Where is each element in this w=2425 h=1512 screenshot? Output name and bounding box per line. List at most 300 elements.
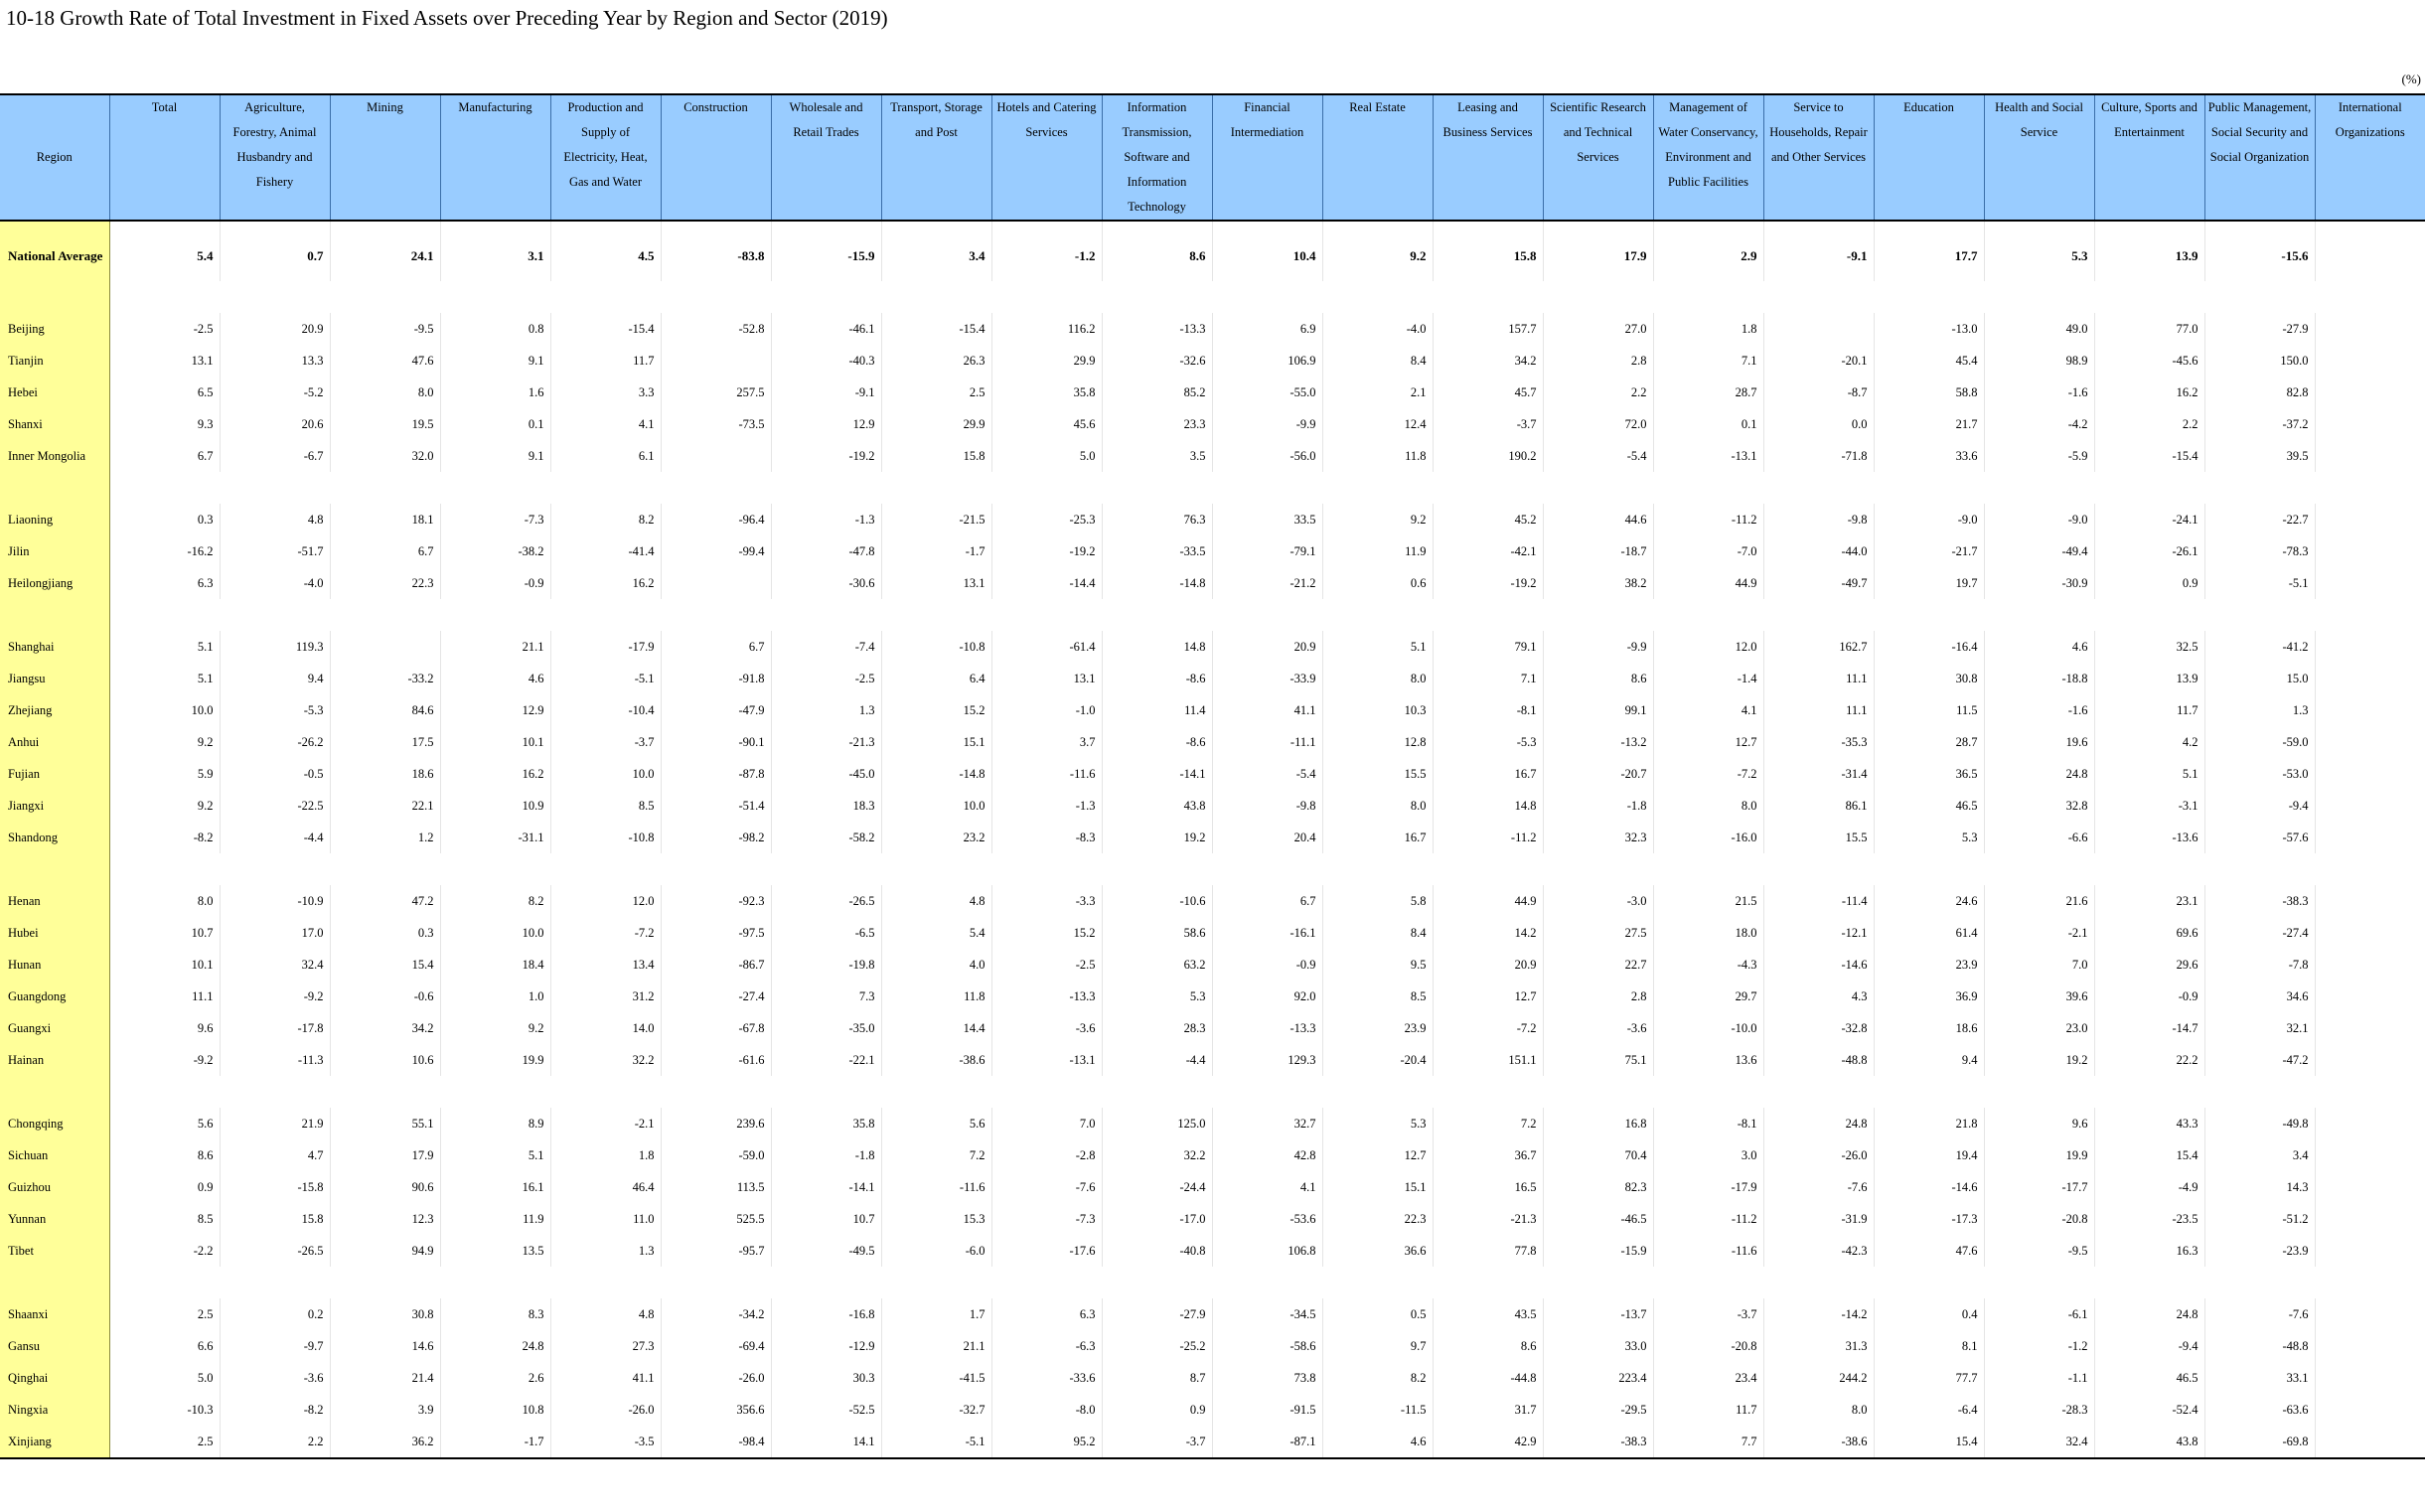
value-cell: 15.4 — [2094, 1139, 2204, 1171]
column-header: Real Estate — [1322, 94, 1433, 221]
value-cell: -1.6 — [1984, 377, 2094, 408]
value-cell: 46.4 — [550, 1171, 661, 1203]
value-cell: 32.8 — [1984, 790, 2094, 822]
value-cell: 28.7 — [1874, 726, 1984, 758]
value-cell: -26.5 — [771, 885, 881, 917]
value-cell — [2315, 758, 2425, 790]
table-row — [0, 949, 2425, 981]
value-cell: -9.0 — [1874, 504, 1984, 535]
value-cell: 8.0 — [1322, 663, 1433, 694]
value-cell — [2315, 663, 2425, 694]
value-cell: -90.1 — [661, 726, 771, 758]
value-cell: 47.6 — [1874, 1235, 1984, 1267]
table-row — [0, 567, 2425, 599]
value-cell: 0.7 — [220, 221, 330, 281]
value-cell: 2.1 — [1322, 377, 1433, 408]
value-cell: 6.9 — [1212, 313, 1322, 345]
value-cell: -32.8 — [1763, 1012, 1874, 1044]
value-cell: 11.5 — [1874, 694, 1984, 726]
value-cell: -1.1 — [1984, 1362, 2094, 1394]
value-cell: -20.8 — [1653, 1330, 1763, 1362]
value-cell: -42.3 — [1763, 1235, 1874, 1267]
value-cell: -7.2 — [1653, 758, 1763, 790]
value-cell: 2.8 — [1543, 981, 1653, 1012]
value-cell: 7.2 — [881, 1139, 991, 1171]
table-row — [0, 822, 2425, 853]
value-cell: 3.7 — [991, 726, 1102, 758]
value-cell: 10.6 — [330, 1044, 440, 1076]
value-cell: 17.9 — [330, 1139, 440, 1171]
value-cell: 190.2 — [1433, 440, 1543, 472]
value-cell: -31.9 — [1763, 1203, 1874, 1235]
value-cell: 5.1 — [440, 1139, 550, 1171]
value-cell: 19.5 — [330, 408, 440, 440]
value-cell: 35.8 — [771, 1108, 881, 1139]
region-name: Tibet — [0, 1235, 109, 1267]
value-cell: -21.5 — [881, 504, 991, 535]
value-cell: -12.1 — [1763, 917, 1874, 949]
column-header: Education — [1874, 94, 1984, 221]
region-name: Jiangsu — [0, 663, 109, 694]
value-cell: 0.1 — [1653, 408, 1763, 440]
value-cell: 22.1 — [330, 790, 440, 822]
value-cell: 13.1 — [109, 345, 220, 377]
value-cell: -9.5 — [330, 313, 440, 345]
table-row — [0, 1362, 2425, 1394]
value-cell: -16.2 — [109, 535, 220, 567]
table-row — [0, 408, 2425, 440]
value-cell — [2315, 1394, 2425, 1426]
spacer-row — [0, 281, 2425, 313]
value-cell: 9.2 — [109, 726, 220, 758]
value-cell: -6.6 — [1984, 822, 2094, 853]
value-cell: 151.1 — [1433, 1044, 1543, 1076]
value-cell — [2315, 567, 2425, 599]
region-name: Chongqing — [0, 1108, 109, 1139]
value-cell: -26.0 — [661, 1362, 771, 1394]
value-cell: 14.8 — [1433, 790, 1543, 822]
value-cell: 223.4 — [1543, 1362, 1653, 1394]
value-cell: -5.9 — [1984, 440, 2094, 472]
value-cell: -20.8 — [1984, 1203, 2094, 1235]
value-cell: -52.5 — [771, 1394, 881, 1426]
value-cell: 47.2 — [330, 885, 440, 917]
value-cell: -14.8 — [1102, 567, 1212, 599]
value-cell: -10.9 — [220, 885, 330, 917]
value-cell — [661, 345, 771, 377]
value-cell: 244.2 — [1763, 1362, 1874, 1394]
region-name: Sichuan — [0, 1139, 109, 1171]
value-cell: 5.4 — [881, 917, 991, 949]
value-cell: 12.9 — [440, 694, 550, 726]
value-cell: -9.1 — [1763, 221, 1874, 281]
table-row — [0, 377, 2425, 408]
region-name: Anhui — [0, 726, 109, 758]
column-header: Mining — [330, 94, 440, 221]
value-cell: -69.8 — [2204, 1426, 2315, 1458]
value-cell: -49.7 — [1763, 567, 1874, 599]
value-cell: 8.1 — [1874, 1330, 1984, 1362]
value-cell: -63.6 — [2204, 1394, 2315, 1426]
region-name: National Average — [0, 221, 109, 281]
value-cell: -11.3 — [220, 1044, 330, 1076]
value-cell: -61.4 — [991, 631, 1102, 663]
value-cell: -14.6 — [1874, 1171, 1984, 1203]
value-cell: -7.4 — [771, 631, 881, 663]
value-cell: 85.2 — [1102, 377, 1212, 408]
value-cell: 11.9 — [1322, 535, 1433, 567]
value-cell: 4.8 — [220, 504, 330, 535]
value-cell: -47.2 — [2204, 1044, 2315, 1076]
value-cell: 8.6 — [1433, 1330, 1543, 1362]
value-cell: 21.9 — [220, 1108, 330, 1139]
value-cell: 20.4 — [1212, 822, 1322, 853]
value-cell: 11.7 — [2094, 694, 2204, 726]
value-cell: -51.4 — [661, 790, 771, 822]
value-cell: 19.7 — [1874, 567, 1984, 599]
value-cell: 3.0 — [1653, 1139, 1763, 1171]
value-cell: 0.5 — [1322, 1298, 1433, 1330]
value-cell: 5.8 — [1322, 885, 1433, 917]
value-cell — [2315, 377, 2425, 408]
table-row — [0, 1012, 2425, 1044]
value-cell: -10.8 — [881, 631, 991, 663]
value-cell: -27.4 — [2204, 917, 2315, 949]
value-cell: -11.2 — [1653, 1203, 1763, 1235]
table-row — [0, 1203, 2425, 1235]
region-cell-empty — [0, 599, 109, 631]
value-cell: -3.6 — [991, 1012, 1102, 1044]
value-cell: -15.9 — [1543, 1235, 1653, 1267]
value-cell: 129.3 — [1212, 1044, 1322, 1076]
table-row — [0, 917, 2425, 949]
value-cell: 13.3 — [220, 345, 330, 377]
value-cell: 15.3 — [881, 1203, 991, 1235]
value-cell: -32.7 — [881, 1394, 991, 1426]
value-cell: -15.6 — [2204, 221, 2315, 281]
value-cell: 82.8 — [2204, 377, 2315, 408]
value-cell: -48.8 — [2204, 1330, 2315, 1362]
table-row — [0, 535, 2425, 567]
value-cell: 19.4 — [1874, 1139, 1984, 1171]
value-cell: -46.1 — [771, 313, 881, 345]
value-cell: -35.3 — [1763, 726, 1874, 758]
value-cell: 6.4 — [881, 663, 991, 694]
value-cell: -52.4 — [2094, 1394, 2204, 1426]
value-cell: 5.3 — [1322, 1108, 1433, 1139]
value-cell — [2315, 535, 2425, 567]
value-cell: -7.2 — [1433, 1012, 1543, 1044]
value-cell: -15.4 — [2094, 440, 2204, 472]
value-cell: 84.6 — [330, 694, 440, 726]
value-cell: -4.4 — [1102, 1044, 1212, 1076]
region-name: Gansu — [0, 1330, 109, 1362]
value-cell: 7.1 — [1653, 345, 1763, 377]
page-title: 10-18 Growth Rate of Total Investment in Fixed Assets over Preceding Year by Region and Sector (2019) — [6, 6, 888, 30]
value-cell: 0.6 — [1322, 567, 1433, 599]
value-cell: 11.7 — [550, 345, 661, 377]
value-cell: 82.3 — [1543, 1171, 1653, 1203]
value-cell: -8.2 — [220, 1394, 330, 1426]
region-name: Yunnan — [0, 1203, 109, 1235]
value-cell: -21.3 — [771, 726, 881, 758]
value-cell: -9.4 — [2204, 790, 2315, 822]
value-cell: -57.6 — [2204, 822, 2315, 853]
value-cell: -32.6 — [1102, 345, 1212, 377]
value-cell: -24.4 — [1102, 1171, 1212, 1203]
column-header: Management of Water Conservancy, Environment and Public Facilities — [1653, 94, 1763, 221]
value-cell: 17.7 — [1874, 221, 1984, 281]
value-cell — [2315, 221, 2425, 281]
region-name: Shanghai — [0, 631, 109, 663]
value-cell: 5.1 — [1322, 631, 1433, 663]
value-cell: -9.9 — [1543, 631, 1653, 663]
value-cell: -8.2 — [109, 822, 220, 853]
value-cell: 3.3 — [550, 377, 661, 408]
value-cell: 10.7 — [771, 1203, 881, 1235]
value-cell: -13.3 — [991, 981, 1102, 1012]
value-cell: 5.0 — [109, 1362, 220, 1394]
value-cell: 2.5 — [109, 1298, 220, 1330]
value-cell: -17.6 — [991, 1235, 1102, 1267]
value-cell: 42.9 — [1433, 1426, 1543, 1458]
value-cell — [2315, 885, 2425, 917]
value-cell: 15.8 — [220, 1203, 330, 1235]
value-cell: 32.0 — [330, 440, 440, 472]
value-cell: 0.0 — [1763, 408, 1874, 440]
value-cell: 16.2 — [440, 758, 550, 790]
value-cell: 29.7 — [1653, 981, 1763, 1012]
value-cell: -99.4 — [661, 535, 771, 567]
spacer-cell — [109, 281, 2425, 313]
value-cell: 0.3 — [330, 917, 440, 949]
column-header: Hotels and Catering Services — [991, 94, 1102, 221]
table-row — [0, 345, 2425, 377]
value-cell: 19.2 — [1102, 822, 1212, 853]
value-cell: 36.5 — [1874, 758, 1984, 790]
value-cell: -16.4 — [1874, 631, 1984, 663]
table-row — [0, 1044, 2425, 1076]
value-cell: -11.2 — [1653, 504, 1763, 535]
value-cell: -7.3 — [440, 504, 550, 535]
value-cell: 14.1 — [771, 1426, 881, 1458]
value-cell: 11.7 — [1653, 1394, 1763, 1426]
value-cell — [1763, 313, 1874, 345]
value-cell: -3.7 — [550, 726, 661, 758]
value-cell: 7.2 — [1433, 1108, 1543, 1139]
value-cell: 5.1 — [109, 631, 220, 663]
value-cell: 36.7 — [1433, 1139, 1543, 1171]
spacer-cell — [109, 472, 2425, 504]
value-cell: -3.7 — [1653, 1298, 1763, 1330]
value-cell: -1.2 — [991, 221, 1102, 281]
value-cell: -5.3 — [220, 694, 330, 726]
value-cell: 14.3 — [2204, 1171, 2315, 1203]
value-cell: -19.2 — [771, 440, 881, 472]
value-cell: -4.9 — [2094, 1171, 2204, 1203]
value-cell: 14.2 — [1433, 917, 1543, 949]
value-cell: 33.6 — [1874, 440, 1984, 472]
value-cell: -9.7 — [220, 1330, 330, 1362]
value-cell: 23.4 — [1653, 1362, 1763, 1394]
value-cell: 36.2 — [330, 1426, 440, 1458]
value-cell: 34.2 — [1433, 345, 1543, 377]
value-cell: -24.1 — [2094, 504, 2204, 535]
region-name: Hainan — [0, 1044, 109, 1076]
value-cell — [661, 567, 771, 599]
value-cell: 44.6 — [1543, 504, 1653, 535]
value-cell: -26.0 — [1763, 1139, 1874, 1171]
value-cell — [2315, 1139, 2425, 1171]
value-cell: 45.6 — [991, 408, 1102, 440]
value-cell: 16.7 — [1322, 822, 1433, 853]
value-cell: -8.0 — [991, 1394, 1102, 1426]
value-cell: 23.9 — [1322, 1012, 1433, 1044]
value-cell: 10.0 — [881, 790, 991, 822]
column-header: Production and Supply of Electricity, Heat, Gas and Water — [550, 94, 661, 221]
value-cell — [2315, 726, 2425, 758]
value-cell: 14.0 — [550, 1012, 661, 1044]
value-cell: -0.6 — [330, 981, 440, 1012]
table-row — [0, 726, 2425, 758]
spacer-row — [0, 1267, 2425, 1298]
value-cell: 45.2 — [1433, 504, 1543, 535]
data-table-container — [0, 93, 2425, 1459]
value-cell: 1.8 — [1653, 313, 1763, 345]
value-cell: 1.3 — [550, 1235, 661, 1267]
value-cell: 4.6 — [440, 663, 550, 694]
value-cell: -10.0 — [1653, 1012, 1763, 1044]
value-cell: -79.1 — [1212, 535, 1322, 567]
value-cell: 9.4 — [1874, 1044, 1984, 1076]
table-body — [0, 221, 2425, 1458]
value-cell: 95.2 — [991, 1426, 1102, 1458]
value-cell: 113.5 — [661, 1171, 771, 1203]
value-cell: -44.0 — [1763, 535, 1874, 567]
region-name: Jiangxi — [0, 790, 109, 822]
value-cell: 69.6 — [2094, 917, 2204, 949]
value-cell: -19.8 — [771, 949, 881, 981]
value-cell: 4.1 — [550, 408, 661, 440]
value-cell: -15.4 — [550, 313, 661, 345]
value-cell — [2315, 790, 2425, 822]
value-cell — [661, 440, 771, 472]
value-cell: -38.6 — [881, 1044, 991, 1076]
value-cell: 41.1 — [550, 1362, 661, 1394]
value-cell: -9.9 — [1212, 408, 1322, 440]
value-cell: 86.1 — [1763, 790, 1874, 822]
value-cell: -98.4 — [661, 1426, 771, 1458]
value-cell: -16.8 — [771, 1298, 881, 1330]
value-cell: 15.2 — [991, 917, 1102, 949]
value-cell: 15.0 — [2204, 663, 2315, 694]
value-cell: -5.4 — [1543, 440, 1653, 472]
value-cell: -1.7 — [881, 535, 991, 567]
value-cell: 4.8 — [881, 885, 991, 917]
value-cell: -11.6 — [1653, 1235, 1763, 1267]
value-cell: -9.5 — [1984, 1235, 2094, 1267]
value-cell: -21.7 — [1874, 535, 1984, 567]
value-cell: -1.8 — [1543, 790, 1653, 822]
value-cell: 8.6 — [1543, 663, 1653, 694]
value-cell: 32.4 — [1984, 1426, 2094, 1458]
value-cell: -3.1 — [2094, 790, 2204, 822]
value-cell: 1.8 — [550, 1139, 661, 1171]
value-cell: -41.4 — [550, 535, 661, 567]
value-cell: -2.8 — [991, 1139, 1102, 1171]
value-cell: 2.2 — [1543, 377, 1653, 408]
value-cell: 32.1 — [2204, 1012, 2315, 1044]
value-cell: -27.4 — [661, 981, 771, 1012]
value-cell: -14.7 — [2094, 1012, 2204, 1044]
value-cell: 15.1 — [1322, 1171, 1433, 1203]
value-cell: -18.7 — [1543, 535, 1653, 567]
value-cell: -1.6 — [1984, 694, 2094, 726]
value-cell: 21.1 — [881, 1330, 991, 1362]
column-header: Information Transmission, Software and Information Technology — [1102, 94, 1212, 221]
value-cell: 75.1 — [1543, 1044, 1653, 1076]
value-cell: 55.1 — [330, 1108, 440, 1139]
value-cell: -1.0 — [991, 694, 1102, 726]
value-cell: 6.7 — [109, 440, 220, 472]
value-cell: -38.3 — [2204, 885, 2315, 917]
value-cell: 9.5 — [1322, 949, 1433, 981]
value-cell: 0.2 — [220, 1298, 330, 1330]
value-cell: 4.0 — [881, 949, 991, 981]
value-cell: -44.8 — [1433, 1362, 1543, 1394]
value-cell: 8.4 — [1322, 345, 1433, 377]
value-cell: 14.4 — [881, 1012, 991, 1044]
value-cell: -22.7 — [2204, 504, 2315, 535]
value-cell: -3.6 — [220, 1362, 330, 1394]
value-cell: -7.8 — [2204, 949, 2315, 981]
value-cell: 14.6 — [330, 1330, 440, 1362]
value-cell: -8.1 — [1653, 1108, 1763, 1139]
value-cell: -4.3 — [1653, 949, 1763, 981]
region-name: Guizhou — [0, 1171, 109, 1203]
value-cell: -3.7 — [1102, 1426, 1212, 1458]
value-cell: 5.3 — [1102, 981, 1212, 1012]
value-cell: 8.3 — [440, 1298, 550, 1330]
value-cell: 1.3 — [2204, 694, 2315, 726]
value-cell: 0.1 — [440, 408, 550, 440]
table-row — [0, 221, 2425, 281]
value-cell: 26.3 — [881, 345, 991, 377]
value-cell: 8.4 — [1322, 917, 1433, 949]
value-cell: -3.3 — [991, 885, 1102, 917]
value-cell — [2315, 1171, 2425, 1203]
value-cell: -1.8 — [771, 1139, 881, 1171]
value-cell: -14.2 — [1763, 1298, 1874, 1330]
table-row — [0, 758, 2425, 790]
value-cell: -8.6 — [1102, 663, 1212, 694]
column-header: Total — [109, 94, 220, 221]
value-cell: 32.7 — [1212, 1108, 1322, 1139]
column-header: Financial Intermediation — [1212, 94, 1322, 221]
value-cell: -20.7 — [1543, 758, 1653, 790]
value-cell — [2315, 917, 2425, 949]
value-cell: 45.4 — [1874, 345, 1984, 377]
value-cell: 2.8 — [1543, 345, 1653, 377]
value-cell: 9.2 — [109, 790, 220, 822]
value-cell: -48.8 — [1763, 1044, 1874, 1076]
value-cell: -1.3 — [991, 790, 1102, 822]
value-cell: -67.8 — [661, 1012, 771, 1044]
value-cell: 18.4 — [440, 949, 550, 981]
value-cell: -1.2 — [1984, 1330, 2094, 1362]
value-cell: -17.9 — [550, 631, 661, 663]
value-cell: -30.6 — [771, 567, 881, 599]
